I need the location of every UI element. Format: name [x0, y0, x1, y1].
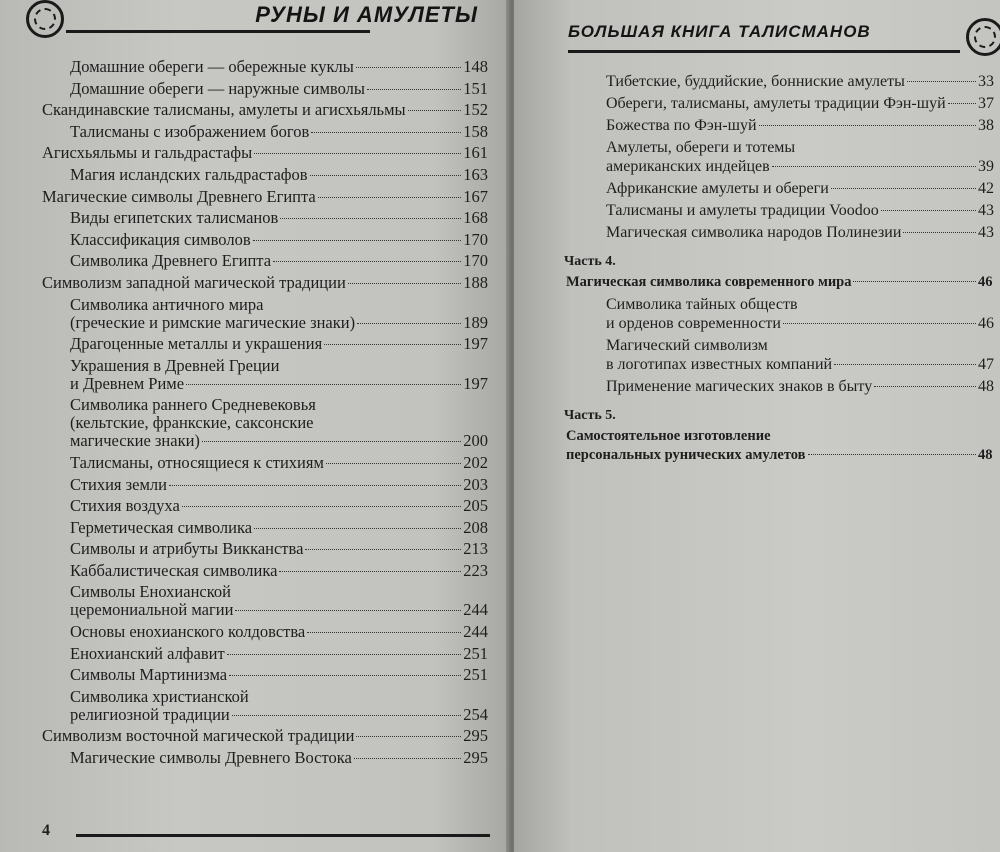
toc-page-number: 197 — [463, 334, 488, 354]
toc-entry-title-line: религиозной традиции — [70, 704, 230, 724]
toc-entry — [564, 336, 1000, 374]
toc-page-number: 170 — [463, 229, 488, 249]
toc-entry-row — [70, 432, 488, 450]
toc-entry-row — [566, 446, 1000, 465]
toc-entry — [564, 138, 1000, 176]
dot-leader — [311, 132, 461, 133]
toc-page-number: 151 — [463, 78, 488, 98]
toc-entry-row — [70, 80, 488, 98]
toc-page-number: 295 — [463, 726, 488, 746]
dot-leader — [182, 506, 461, 507]
toc-entry — [42, 476, 488, 494]
toc-entry — [42, 454, 488, 472]
toc-page-number: 213 — [463, 539, 488, 559]
toc-entry — [42, 296, 488, 332]
toc-page-number: 244 — [463, 622, 488, 642]
toc-entry-title-line: Символизм восточной магической традиции — [42, 726, 355, 746]
dot-leader — [408, 110, 462, 111]
toc-entry-title-line: Каббалистическая символика — [70, 560, 278, 580]
toc-entry — [42, 727, 488, 745]
toc-entry — [564, 116, 1000, 135]
toc-entry-row — [70, 58, 488, 76]
toc-entry-title-line: Стихия воздуха — [70, 496, 180, 516]
toc-entry-title-line: (греческие и римские магические знаки) — [70, 312, 356, 332]
toc-page-number: 158 — [463, 121, 488, 141]
toc-entry-title-line: Драгоценные металлы и украшения — [70, 334, 323, 354]
toc-entry — [564, 427, 1000, 465]
toc-page-number: 33 — [978, 73, 994, 90]
toc-entry — [42, 231, 488, 249]
right-running-title: БОЛЬШАЯ КНИГА ТАЛИСМАНОВ — [568, 22, 871, 41]
dot-leader — [948, 103, 976, 104]
page-number: 4 — [42, 822, 50, 839]
dot-leader — [232, 715, 462, 716]
toc-page-number: 251 — [463, 643, 488, 663]
dot-leader — [834, 364, 976, 365]
toc-page-number: 46 — [978, 315, 994, 332]
toc-entry-title-line: американских индейцев — [606, 158, 770, 175]
toc-entry — [42, 335, 488, 353]
header-rule — [66, 30, 370, 33]
toc-page-number: 295 — [463, 748, 488, 768]
toc-page-number: 38 — [978, 117, 994, 134]
toc-entry-title-line: магические знаки) — [70, 431, 200, 451]
toc-entry-title-line: церемониальной магии — [70, 600, 234, 620]
toc-entry-title-line: Тибетские, буддийские, бонниские амулеты — [606, 73, 905, 90]
toc-page-number: 43 — [978, 224, 994, 241]
toc-entry-title-line: Символика Древнего Египта — [70, 251, 272, 271]
toc-entry-row — [606, 157, 1000, 176]
toc-entry-row — [606, 201, 1000, 220]
right-table-of-contents — [564, 72, 1000, 468]
toc-entry — [42, 396, 488, 450]
dot-leader — [273, 261, 461, 262]
toc-entry-row — [42, 727, 488, 745]
toc-entry-title-line: Амулеты, обереги и тотемы — [606, 139, 796, 156]
left-page-header — [20, 0, 500, 36]
toc-entry — [42, 101, 488, 119]
toc-entry-row — [606, 116, 1000, 135]
toc-entry-title-line: в логотипах известных компаний — [606, 356, 833, 373]
toc-entry-title-line: Стихия земли — [70, 474, 167, 494]
dot-leader — [324, 344, 461, 345]
toc-entry-title-line: Магические символы Древнего Египта — [42, 186, 316, 206]
toc-page-number: 203 — [463, 474, 488, 494]
toc-entry-row — [70, 375, 488, 393]
toc-page-number: 46 — [978, 274, 993, 290]
dot-leader — [229, 675, 461, 676]
toc-page-number: 152 — [463, 100, 488, 120]
toc-entry-row — [42, 101, 488, 119]
footer-rule — [76, 834, 490, 837]
toc-entry-row — [606, 314, 1000, 333]
toc-entry-title-line: Символы и атрибуты Викканства — [70, 539, 304, 559]
toc-page-number: 170 — [463, 251, 488, 271]
toc-page-number: 251 — [463, 665, 488, 685]
toc-entry-row — [70, 231, 488, 249]
toc-entry-row — [42, 274, 488, 292]
toc-entry-row — [70, 166, 488, 184]
toc-page-number: 189 — [463, 312, 488, 332]
toc-entry-title-line: Применение магических знаков в быту — [606, 378, 873, 395]
dot-leader — [280, 218, 461, 219]
toc-entry-row — [70, 601, 488, 619]
header-rule — [568, 50, 960, 53]
toc-page-number: 37 — [978, 95, 994, 112]
dot-leader — [254, 528, 461, 529]
toc-entry — [42, 188, 488, 206]
toc-entry-row — [70, 476, 488, 494]
toc-page-number: 43 — [978, 202, 994, 219]
toc-entry — [42, 123, 488, 141]
toc-entry — [42, 645, 488, 663]
toc-page-number: 244 — [463, 600, 488, 620]
toc-entry-title-line: Домашние обереги — обережные куклы — [70, 57, 354, 76]
toc-page-number: 197 — [463, 373, 488, 393]
toc-entry — [564, 273, 1000, 292]
dot-leader — [348, 283, 461, 284]
toc-entry-row — [42, 188, 488, 206]
toc-page-number: 223 — [463, 560, 488, 580]
right-page-header — [550, 12, 1000, 62]
toc-entry-row — [606, 377, 1000, 396]
toc-entry-title-line: Украшения в Древней Греции — [70, 355, 280, 375]
toc-page-number: 47 — [978, 356, 994, 373]
rune-emblem-icon — [26, 0, 64, 38]
toc-entry-title-line: Символы Мартинизма — [70, 665, 228, 685]
dot-leader — [881, 210, 976, 211]
toc-entry-row — [70, 314, 488, 332]
toc-entry-title-line: (кельтские, франкские, саксонские — [70, 413, 314, 433]
dot-leader — [235, 610, 461, 611]
dot-leader — [831, 188, 976, 189]
toc-entry-row — [70, 540, 488, 558]
toc-entry — [42, 144, 488, 162]
toc-entry-row — [70, 562, 488, 580]
toc-page-number: 148 — [463, 57, 488, 76]
toc-entry-title-line: Символизм западной магической традиции — [42, 272, 346, 292]
toc-entry-title-line: Божества по Фэн-шуй — [606, 117, 757, 134]
toc-entry-row — [70, 454, 488, 472]
toc-entry-row — [70, 519, 488, 537]
toc-entry — [564, 295, 1000, 333]
toc-entry-row — [70, 497, 488, 515]
toc-page-number: 167 — [463, 186, 488, 206]
toc-entry — [564, 223, 1000, 242]
dot-leader — [326, 463, 461, 464]
toc-entry-row — [70, 123, 488, 141]
dot-leader — [254, 153, 461, 154]
toc-entry — [564, 72, 1000, 91]
toc-entry-title-line: Агисхьяльмы и гальдрастафы — [42, 143, 253, 163]
toc-entry-title-line: Талисманы с изображением богов — [70, 121, 310, 141]
toc-entry-row — [70, 623, 488, 641]
toc-page-number: 42 — [978, 180, 994, 197]
toc-entry-title-line: Талисманы и амулеты традиции Voodoo — [606, 202, 879, 219]
toc-entry-title-line: Скандинавские талисманы, амулеты и агисхьяльмы — [42, 100, 406, 120]
dot-leader — [356, 67, 461, 68]
toc-entry-row — [70, 706, 488, 724]
toc-entry-row — [42, 144, 488, 162]
toc-entry-row — [606, 179, 1000, 198]
toc-entry — [42, 666, 488, 684]
toc-page-number: 168 — [463, 208, 488, 228]
dot-leader — [318, 197, 462, 198]
dot-leader — [367, 89, 461, 90]
rune-emblem-icon — [966, 18, 1000, 56]
toc-page-number: 39 — [978, 158, 994, 175]
toc-entry — [564, 201, 1000, 220]
toc-entry-title-line: Африканские амулеты и обереги — [606, 180, 829, 197]
toc-entry — [42, 166, 488, 184]
toc-entry-row — [70, 645, 488, 663]
toc-page-number: 202 — [463, 452, 488, 472]
dot-leader — [907, 81, 976, 82]
toc-page-number: 48 — [978, 378, 994, 395]
dot-leader — [356, 736, 461, 737]
toc-entry — [564, 179, 1000, 198]
toc-entry-row — [566, 273, 1000, 292]
toc-entry — [564, 94, 1000, 113]
toc-entry-row — [606, 355, 1000, 374]
toc-entry-row — [70, 749, 488, 767]
dot-leader — [307, 632, 461, 633]
toc-entry-title-line: Символика тайных обществ — [606, 296, 798, 313]
toc-entry-title-line: Основы енохианского колдовства — [70, 622, 306, 642]
dot-leader — [354, 758, 461, 759]
toc-entry — [42, 274, 488, 292]
toc-entry — [42, 357, 488, 393]
toc-entry-title-line: персональных рунических амулетов — [566, 447, 806, 463]
dot-leader — [186, 384, 461, 385]
toc-page-number: 254 — [463, 704, 488, 724]
toc-entry-title-line: Магия исландских гальдрастафов — [70, 164, 308, 184]
toc-entry — [42, 519, 488, 537]
toc-part-label: Часть 4. — [564, 254, 616, 269]
toc-entry-title-line: Герметическая символика — [70, 517, 253, 537]
dot-leader — [305, 549, 461, 550]
toc-entry-row — [70, 252, 488, 270]
toc-entry — [42, 80, 488, 98]
toc-entry-title-line: и орденов современности — [606, 315, 781, 332]
dot-leader — [874, 386, 976, 387]
toc-entry — [42, 540, 488, 558]
toc-page-number: 163 — [463, 164, 488, 184]
toc-entry-title-line: Магическая символика народов Полинезии — [606, 224, 902, 241]
toc-entry-row — [70, 209, 488, 227]
toc-entry-row — [70, 335, 488, 353]
toc-entry-title-line: Енохианский алфавит — [70, 643, 225, 663]
dot-leader — [853, 281, 976, 282]
dot-leader — [903, 232, 976, 233]
toc-entry-row — [606, 72, 1000, 91]
toc-entry-title-line: и Древнем Риме — [70, 373, 185, 393]
toc-entry-title-line: Магические символы Древнего Востока — [70, 748, 352, 768]
toc-entry-title-line: Магический символизм — [606, 337, 768, 354]
toc-entry-title-line: Символика христианской — [70, 686, 249, 706]
dot-leader — [279, 571, 461, 572]
toc-entry-title-line: Символика раннего Средневековья — [70, 395, 316, 415]
toc-entry-row — [70, 666, 488, 684]
left-running-title: РУНЫ И АМУЛЕТЫ — [255, 2, 478, 27]
dot-leader — [357, 323, 461, 324]
toc-entry-title-line: Домашние обереги — наружные символы — [70, 78, 365, 98]
dot-leader — [310, 175, 462, 176]
toc-entry — [42, 749, 488, 767]
toc-part-label: Часть 5. — [564, 408, 616, 423]
toc-entry — [42, 58, 488, 76]
toc-entry-row — [606, 223, 1000, 242]
toc-entry-title-line: Самостоятельное изготовление — [566, 428, 771, 444]
toc-entry — [42, 252, 488, 270]
toc-entry-title-line: Магическая символика современного мира — [566, 274, 852, 290]
dot-leader — [253, 240, 462, 241]
toc-entry — [42, 209, 488, 227]
toc-entry-title-line: Виды египетских талисманов — [70, 208, 279, 228]
toc-page-number: 205 — [463, 496, 488, 516]
dot-leader — [759, 125, 976, 126]
dot-leader — [227, 654, 462, 655]
toc-entry-title-line: Символы Енохианской — [70, 582, 231, 602]
toc-page-number: 161 — [463, 143, 488, 163]
toc-page-number: 200 — [463, 431, 488, 451]
toc-entry-title-line: Классификация символов — [70, 229, 251, 249]
toc-entry-title-line: Обереги, талисманы, амулеты традиции Фэн-шуй — [606, 95, 946, 112]
toc-entry — [42, 688, 488, 724]
toc-entry-row — [606, 94, 1000, 113]
dot-leader — [202, 441, 461, 442]
toc-entry — [564, 377, 1000, 396]
left-table-of-contents — [42, 58, 488, 771]
toc-entry-title-line: Талисманы, относящиеся к стихиям — [70, 452, 324, 472]
dot-leader — [808, 454, 976, 455]
dot-leader — [169, 485, 461, 486]
toc-page-number: 48 — [978, 447, 993, 463]
toc-entry — [42, 497, 488, 515]
toc-entry — [42, 623, 488, 641]
toc-entry — [42, 562, 488, 580]
dot-leader — [783, 323, 976, 324]
toc-entry-title-line: Символика античного мира — [70, 294, 264, 314]
toc-entry — [42, 583, 488, 619]
dot-leader — [772, 166, 976, 167]
toc-page-number: 208 — [463, 517, 488, 537]
toc-page-number: 188 — [463, 272, 488, 292]
